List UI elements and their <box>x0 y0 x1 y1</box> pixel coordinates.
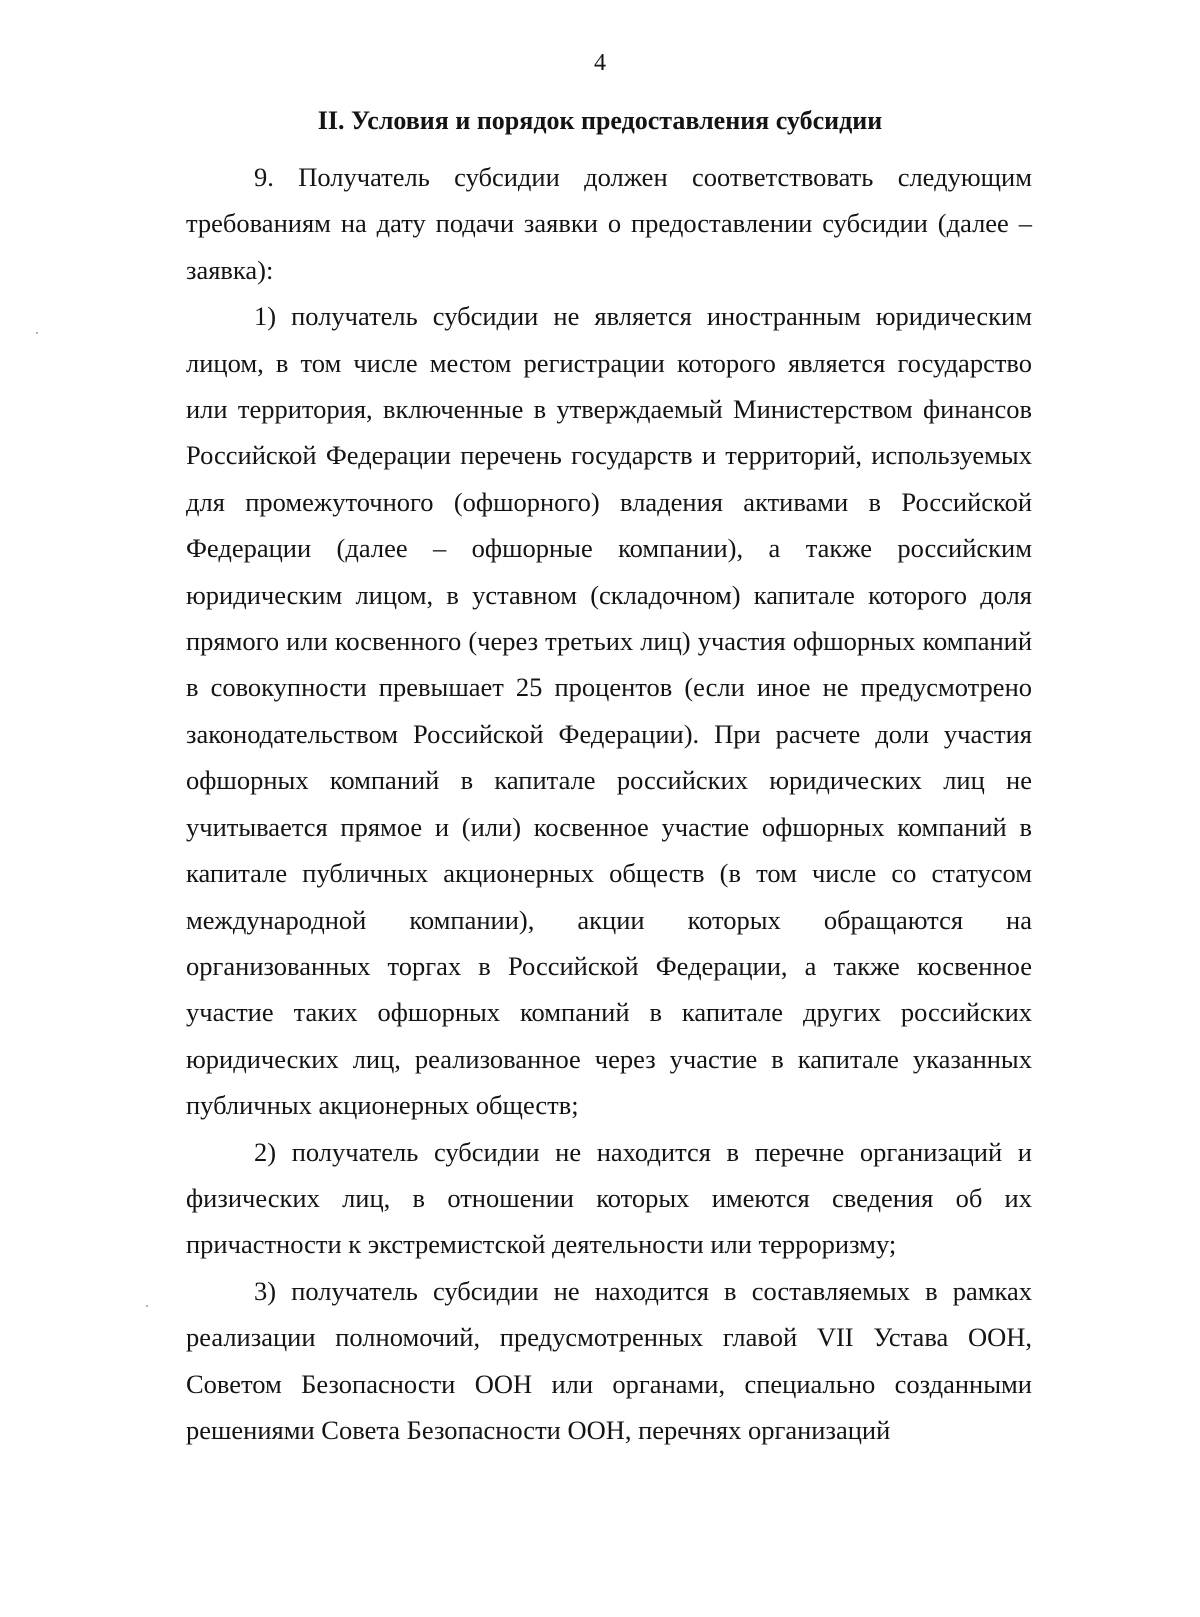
page-number: 4 <box>594 50 606 76</box>
paragraph-item-3: 3) получатель субсидии не находится в составляемых в рамках реализации полномочий, предусмотренных главой VII Устава ООН, Советом Безопасности ООН или органами, специально созданными решениями Совета Безопасности ООН, перечнях организаций <box>186 1275 1032 1445</box>
scan-speck <box>36 332 38 334</box>
section-heading: II. Условия и порядок предоставления субсидии <box>317 106 883 135</box>
scan-speck <box>146 1305 148 1307</box>
paragraph-9: 9. Получатель субсидии должен соответствовать следующим требованиям на дату подачи заявки о предоставлении субсидии (далее – заявка): <box>186 162 1032 285</box>
paragraph-item-2: 2) получатель субсидии не находится в перечне организаций и физических лиц, в отношении которых имеются сведения об их причастности к экстремистской деятельности или терроризму; <box>186 1136 1032 1260</box>
paragraph-item-1: 1) получатель субсидии не является иностранным юридическим лицом, в том числе местом регистрации которого является государство или территория, включенные в утверждаемый Министерством финансов Российской Федерации перечень государств и территорий, используемых для промежуточного (офшорного) владения активами в Российской Федерации (далее – офшорные компании), а также российским юридическим лицом, в уставном (складочном) капитале которого доля прямого или косвенного (через третьих лиц) участия офшорных компаний в совокупности превышает 25 процентов (если иное не предусмотрено законодательством Российской Федерации). При расчете доли участия офшорных компаний в капитале российских юридических лиц не учитывается прямое и (или) косвенное участие офшорных компаний в капитале публичных акционерных обществ (в том числе со статусом международной компании), акции которых обращаются на организованных торгах в Российской Федерации, а также косвенное участие таких офшорных компаний в капитале других российских юридических лиц, реализованное через участие в капитале указанных публичных акционерных обществ; <box>186 301 1032 1121</box>
document-body <box>186 154 1032 1453</box>
